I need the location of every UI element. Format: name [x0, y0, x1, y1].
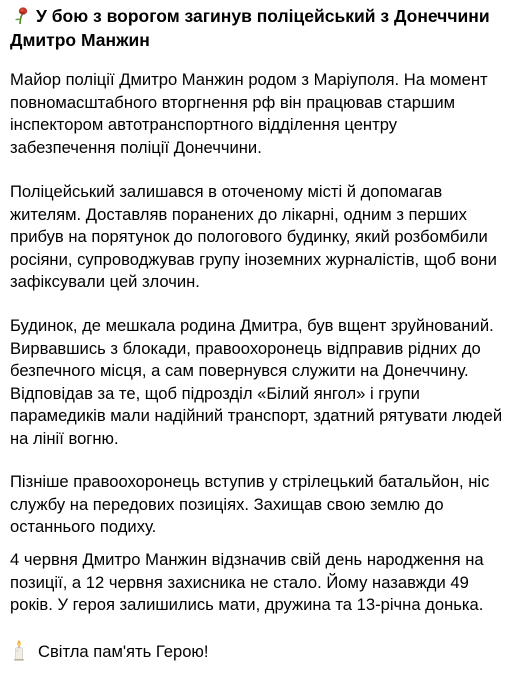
- paragraph-line: років. У героя залишились мати, дружина та 13-річна донька.: [10, 595, 484, 615]
- closing-line: [10, 639, 515, 664]
- paragraph-line: росіяни, супроводжував групу іноземних журналістів, щоб вони: [10, 249, 497, 269]
- paragraph-line: Пізніше правоохоронець вступив у стрілецький батальйон, ніс: [10, 472, 490, 491]
- paragraph-line: останнього подиху.: [10, 517, 157, 537]
- post-title-line-1: [10, 4, 515, 28]
- paragraph-line: зафіксували цей злочин.: [10, 272, 200, 292]
- paragraph-line: Поліцейський залишався в оточеному місті й допомагав: [10, 182, 443, 201]
- paragraph-5: [10, 549, 515, 617]
- paragraph-line: на лінії вогню.: [10, 428, 119, 448]
- paragraph-line: Вирвавшись з блокади, правоохоронець відправив рідних до: [10, 338, 481, 358]
- paragraph-1: [10, 69, 515, 159]
- post-title: [10, 4, 515, 52]
- paragraph-line: забезпечення поліції Донеччини.: [10, 137, 262, 157]
- paragraph-line: жителям. Доставляв поранених до лікарні, одним з перших: [10, 204, 467, 224]
- candle-icon: [10, 639, 28, 661]
- paragraph-line: повномасштабного вторгнення рф він працював старшим: [10, 92, 456, 112]
- paragraph-line: Майор поліції Дмитро Манжин родом з Маріуполя. На момент: [10, 70, 488, 89]
- paragraph-line: безпечного місця, а сам повернувся служити на Донеччину.: [10, 361, 469, 381]
- paragraph-line: службу на передових позиціях. Захищав свою землю до: [10, 494, 444, 514]
- paragraph-line: парамедиків мали надійний транспорт, здатний рятувати людей: [10, 406, 503, 426]
- wilted-flower-icon: [10, 5, 30, 25]
- paragraph-3: [10, 315, 515, 451]
- closing-text: Світла пам'ять Герою!: [38, 642, 209, 661]
- post-title-text-1: У бою з ворогом загинув поліцейський з Донеччини: [36, 6, 490, 26]
- paragraph-line: Відповідав за те, щоб підрозділ «Білий янгол» і групи: [10, 383, 420, 403]
- paragraph-line: прибув на порятунок до пологового будинку, який розбомбили: [10, 227, 488, 247]
- paragraph-line: інспектором автотранспортного відділення центру: [10, 115, 398, 135]
- paragraph-line: Будинок, де мешкала родина Дмитра, був вщент зруйнований.: [10, 316, 494, 335]
- paragraph-4: [10, 471, 515, 539]
- paragraph-line: 4 червня Дмитро Манжин відзначив свій день народження на: [10, 550, 484, 569]
- paragraph-2: [10, 181, 515, 294]
- post-title-line-2: Дмитро Манжин: [10, 30, 150, 50]
- paragraph-line: позиції, а 12 червня захисника не стало. Йому назавжди 49: [10, 572, 469, 592]
